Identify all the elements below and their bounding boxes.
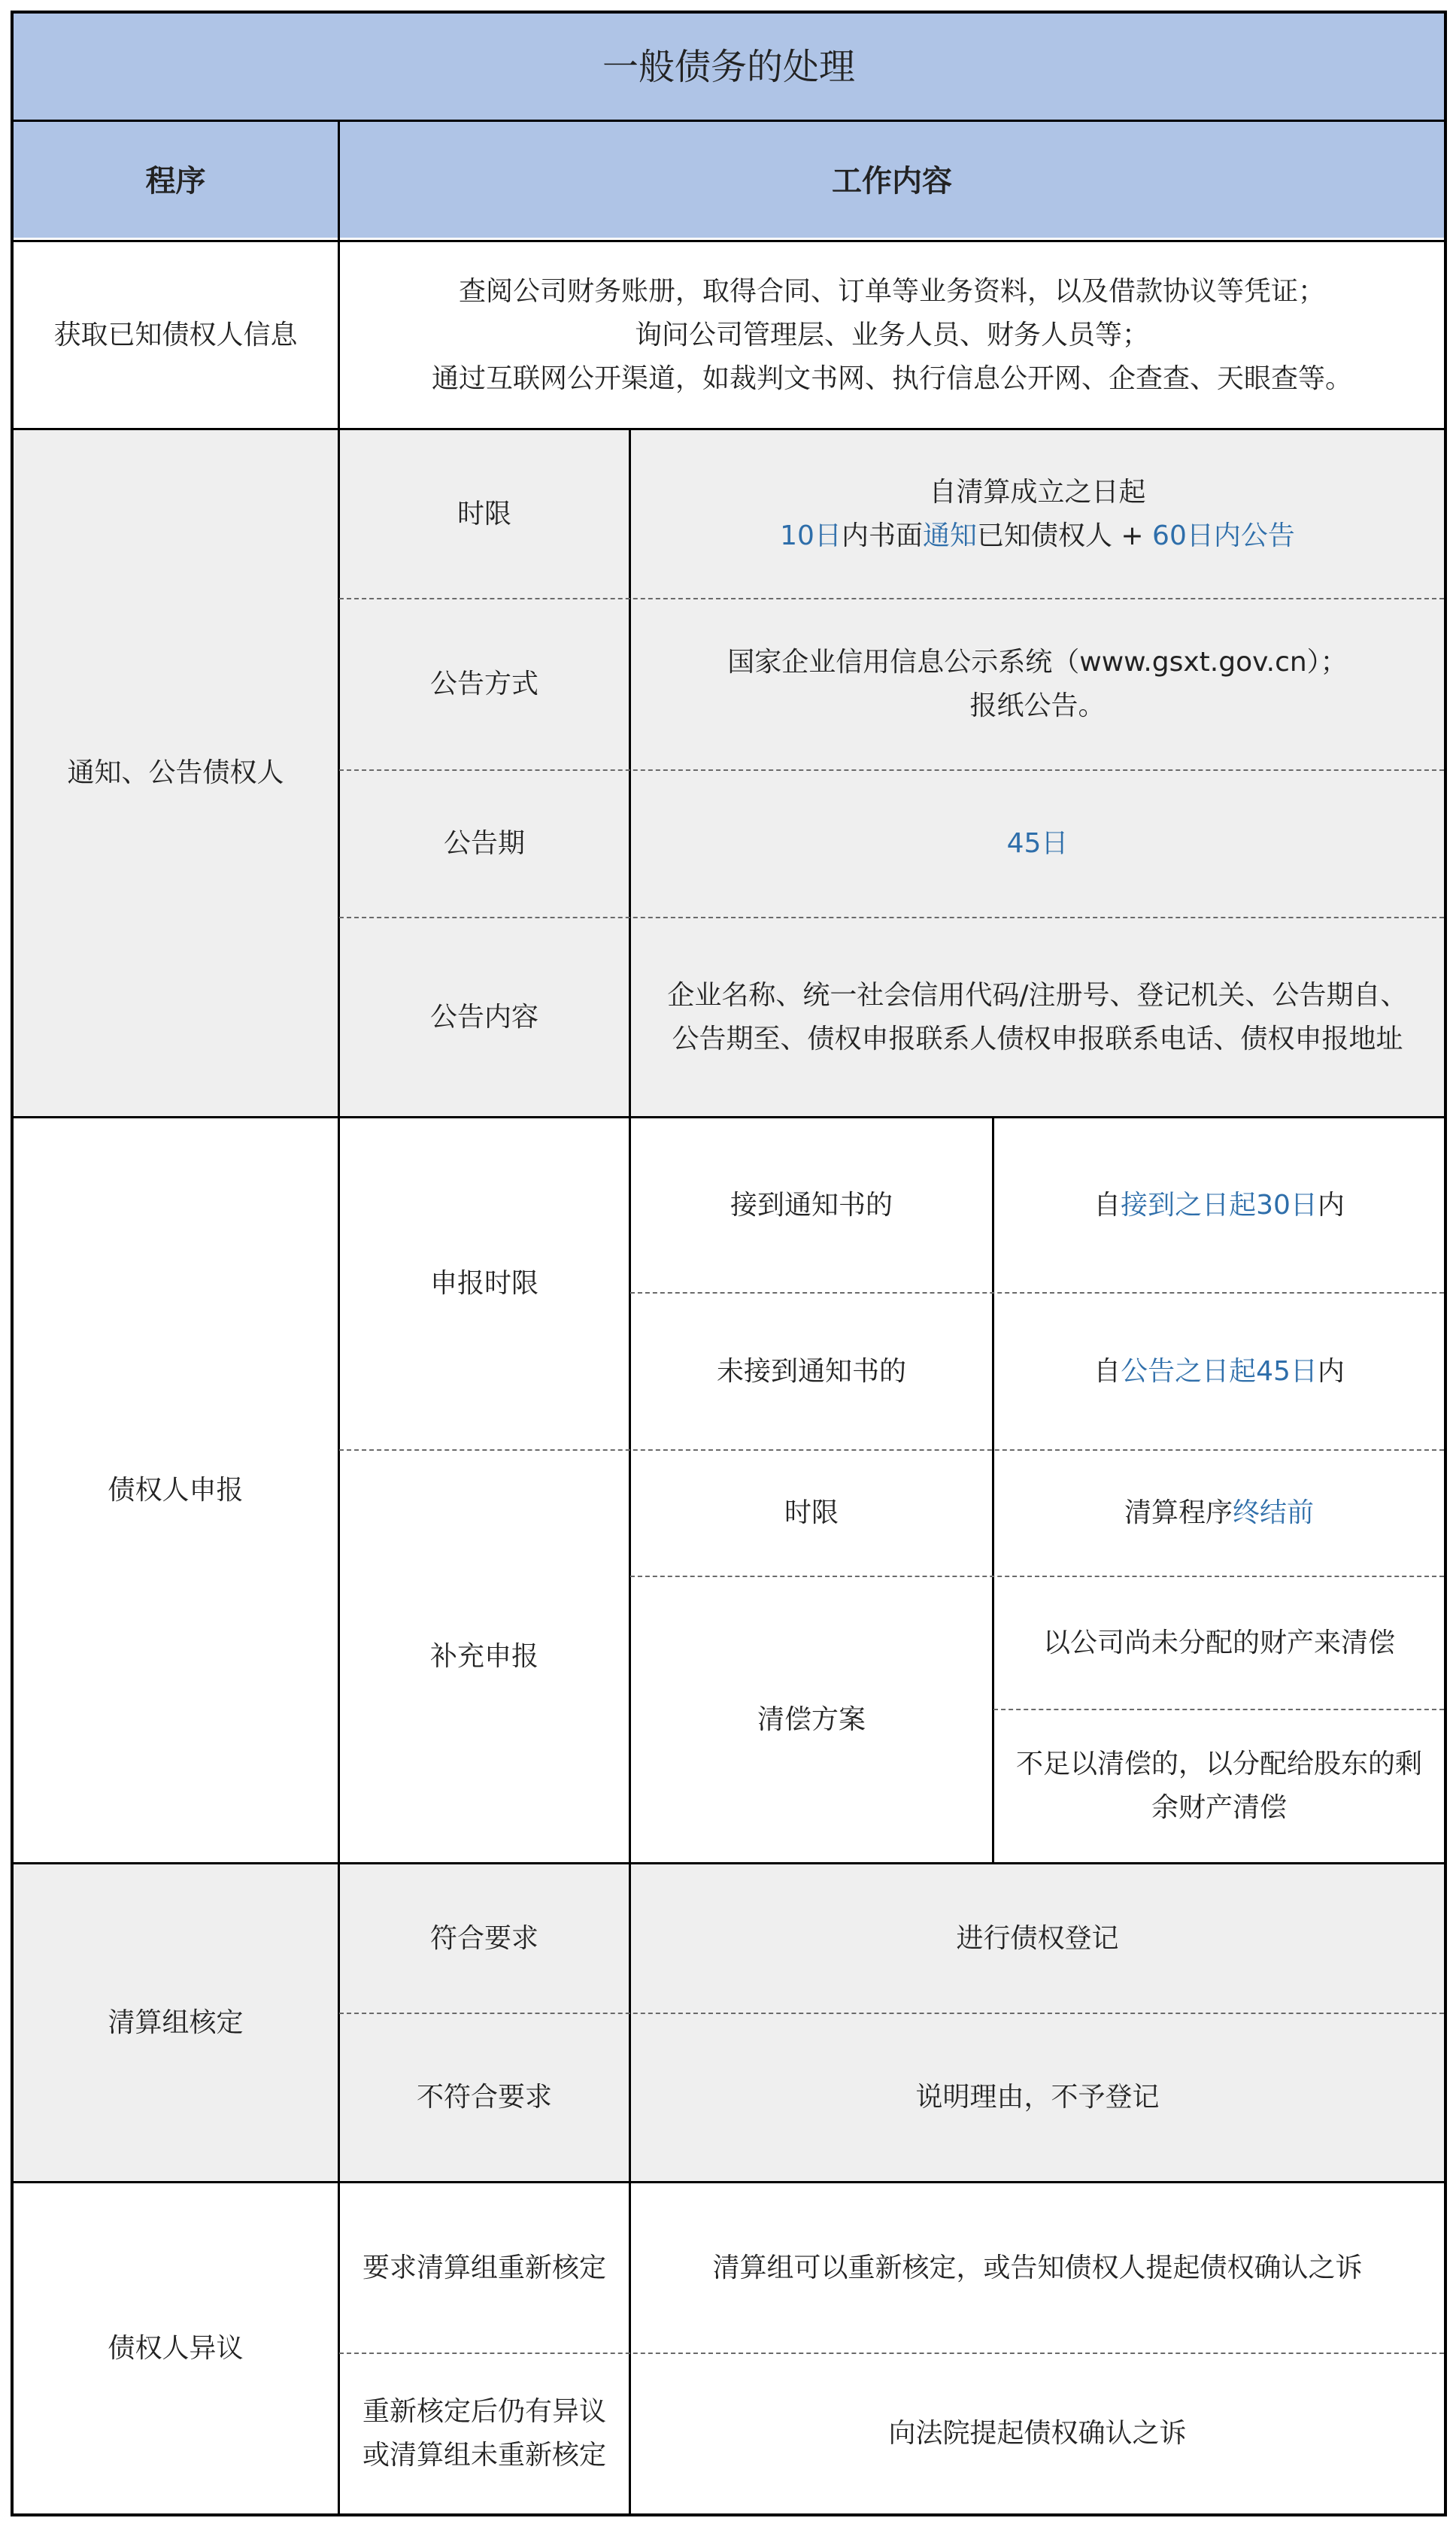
s3-supplement-label: 补充申报 [429,1640,538,1672]
s2-content-label: 公告内容 [429,1001,538,1033]
s4-ok-label: 符合要求 [429,1922,538,1954]
s2-content-line-2: 公告期至、债权申报联系人债权申报联系电话、债权申报地址 [672,1023,1403,1054]
notified-within: 内 [1317,1189,1345,1221]
s2-method-line-2: 报纸公告。 [969,690,1106,721]
s3-not-notified-value [994,1294,1444,1449]
supp-before-end: 终结前 [1233,1497,1315,1528]
s3-notified-value [994,1118,1444,1292]
s2-time-limit-line-1: 自清算成立之日起 [929,476,1146,508]
s5-still-label-line-2: 或清算组未重新核定 [362,2440,606,2471]
s4-not-ok-value: 说明理由，不予登记 [915,2082,1160,2113]
s5-recheck-value: 清算组可以重新核定，或告知债权人提起债权确认之诉 [712,2252,1363,2283]
s3-not-notified-label: 未接到通知书的 [716,1355,906,1387]
header-procedure: 程序 [145,163,206,199]
s5-recheck-label: 要求清算组重新核定 [362,2252,606,2283]
s1-line-3: 通过互联网公开渠道，如裁判文书网、执行信息公开网、企查查、天眼查等。 [431,363,1352,394]
not-notified-within: 内 [1317,1355,1345,1387]
s1-line-2: 询问公司管理层、业务人员、财务人员等； [634,319,1149,350]
s3-plan-opt2 [994,1710,1444,1862]
s4-not-ok-label: 不符合要求 [416,2082,552,2113]
s2-time-limit-line-2 [780,514,1295,558]
s2-time-limit-label: 时限 [457,498,511,529]
s4-label: 清算组核定 [108,2007,244,2038]
not-notified-from: 自 [1094,1355,1121,1387]
s1-content [340,242,1444,428]
s5-still-label [340,2354,629,2513]
s3-label: 债权人申报 [108,1474,244,1506]
s3-plan-opt1: 以公司尚未分配的财产来清偿 [1042,1627,1395,1658]
s5-still-value: 向法院提起债权确认之诉 [888,2418,1187,2449]
s4-ok-value: 进行债权登记 [956,1922,1119,1954]
s3-supp-time-value [994,1451,1444,1576]
s2-period-value: 45日 [1006,828,1069,859]
s2-method-value [631,599,1444,769]
notice-known-creditors: 已知债权人 + [976,520,1153,551]
s5-still-label-line-1: 重新核定后仍有异议 [362,2396,606,2427]
s2-period-label: 公告期 [443,828,525,859]
supp-procedure: 清算程序 [1124,1497,1233,1528]
s2-method-label: 公告方式 [429,669,538,699]
s2-method-line-1: 国家企业信用信息公示系统（www.gsxt.gov.cn）； [727,647,1348,678]
s5-label: 债权人异议 [108,2332,244,2364]
s3-supp-time-label: 时限 [784,1497,839,1528]
notified-days: 接到之日起30日 [1121,1189,1318,1221]
s1-line-1: 查阅公司财务账册，取得合同、订单等业务资料，以及借款协议等凭证； [458,275,1325,307]
s2-label: 通知、公告债权人 [67,757,284,788]
not-notified-days: 公告之日起45日 [1121,1355,1318,1387]
notice-written: 内书面 [841,520,923,551]
s3-declare-label: 申报时限 [429,1268,538,1299]
notice-days: 10日 [780,520,842,551]
s3-plan-opt2-line-2: 余财产清偿 [1151,1792,1287,1823]
s2-content-line-1: 企业名称、统一社会信用代码/注册号、登记机关、公告期自、 [667,979,1408,1011]
s2-time-limit-value [631,430,1444,598]
table-title: 一般债务的处理 [602,45,855,88]
notice-word: 通知 [922,520,977,551]
s3-plan-label: 清偿方案 [757,1703,866,1735]
announce-days: 60日内公告 [1152,520,1295,551]
s3-plan-opt2-line-1: 不足以清偿的，以分配给股东的剩 [1015,1749,1422,1779]
s1-label: 获取已知债权人信息 [53,319,298,350]
s2-content-value [631,918,1444,1116]
header-work-content: 工作内容 [832,163,952,199]
notified-from: 自 [1094,1189,1121,1221]
s3-notified-label: 接到通知书的 [730,1189,893,1221]
